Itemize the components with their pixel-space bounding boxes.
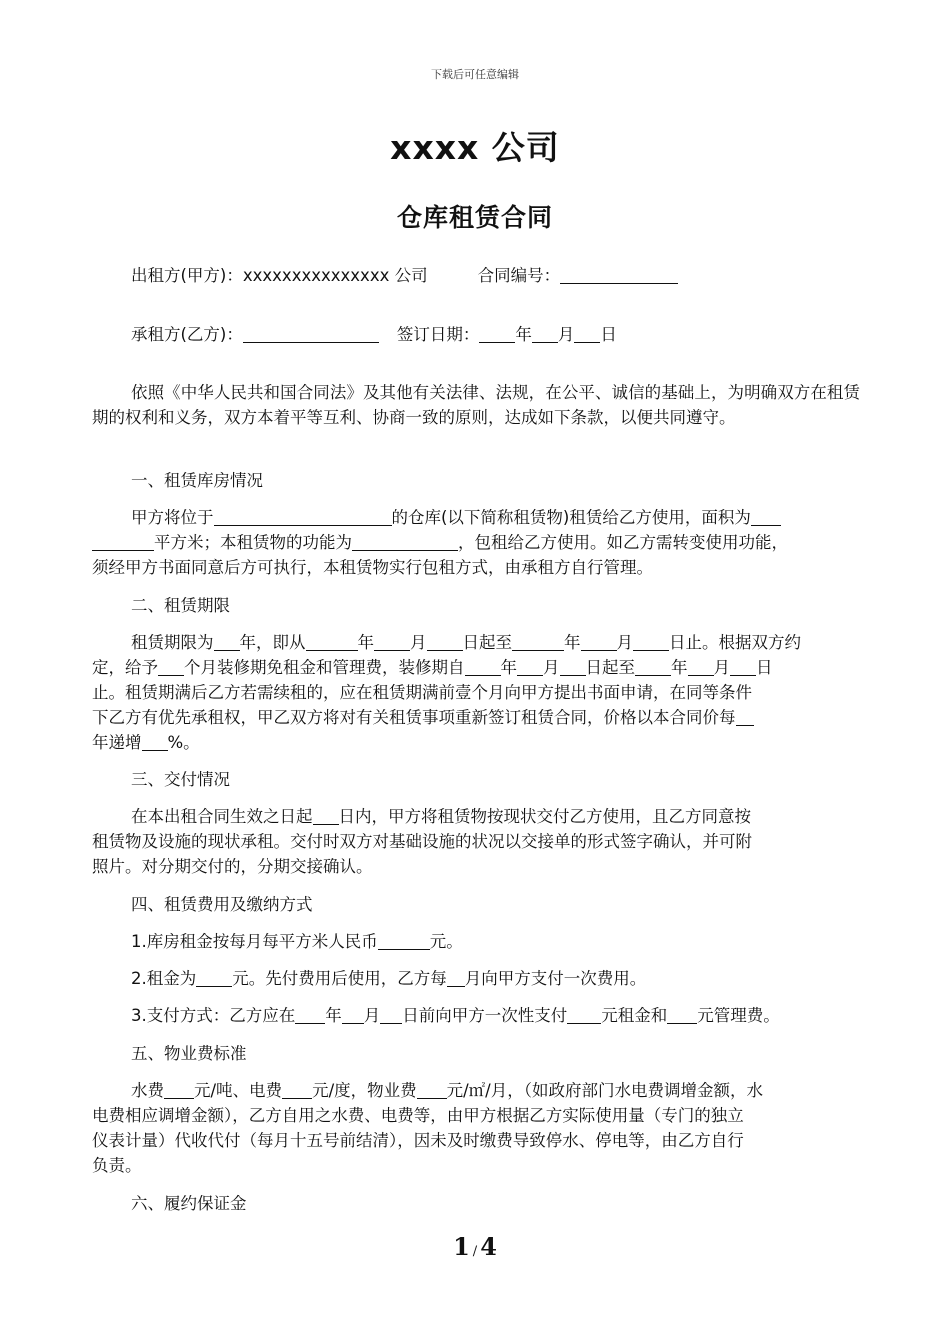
pay-month-blank (342, 1005, 364, 1024)
s2-line-5 (92, 730, 862, 755)
s5-text: 元/度，物业费 (312, 1081, 417, 1100)
s1-text: 甲方将位于 (131, 508, 214, 527)
payment-interval-blank (447, 968, 465, 987)
s5-line-2: 电费相应调增金额），乙方自用之水费、电费等，由甲方根据乙方实际使用量（专门的独立 (92, 1106, 744, 1125)
month-label: 月 (557, 325, 575, 344)
section-1-heading: 一、租赁库房情况 (131, 471, 263, 490)
delivery-days-blank (313, 806, 339, 825)
company-title: xxxx 公司 (390, 128, 560, 167)
s2-text: 租赁期限为 (131, 633, 214, 652)
mgmt-fee-blank (667, 1005, 697, 1024)
contract-no-label: 合同编号： (477, 266, 561, 285)
electric-fee-blank (282, 1080, 312, 1099)
reno-end-day-blank (730, 657, 756, 676)
s2-text: 月 (543, 658, 560, 677)
s2-line-2 (92, 655, 862, 680)
party-b-blank (243, 324, 379, 343)
sign-date-label: 签订日期： (396, 325, 480, 344)
rent-total-blank (567, 1005, 601, 1024)
reno-start-year-blank (465, 657, 501, 676)
s3-line-2: 租赁物及设施的现状承租。交付时双方对基础设施的状况以交接单的形式签字确认，并可附 (92, 832, 752, 851)
section-3-heading: 三、交付情况 (131, 770, 230, 789)
s5-line-3: 仪表计量）代收代付（每月十五号前结清），因未及时缴费导致停水、停电等，由乙方自行 (92, 1131, 744, 1150)
s2-text: 定，给予 (92, 658, 158, 677)
rent-per-sqm-blank (378, 931, 430, 950)
term-blank (214, 632, 240, 651)
page-number (0, 1232, 950, 1261)
property-fee-blank (417, 1080, 447, 1099)
s4-item-1 (131, 929, 862, 954)
s4-text: 3.支付方式：乙方应在 (131, 1006, 296, 1025)
s1-text: 的仓库(以下简称租赁物)租赁给乙方使用，面积为 (391, 508, 751, 527)
intro-paragraph: 依照《中华人民共和国合同法》及其他有关法律、法规，在公平、诚信的基础上，为明确双方在租赁期的权利和义务，双方本着平等互利、协商一致的原则，达成如下条款，以便共同遵守。 (92, 383, 860, 427)
page-current: 1 (453, 1232, 470, 1261)
location-blank (214, 507, 392, 526)
s2-text: 月 (713, 658, 730, 677)
pay-day-blank (380, 1005, 402, 1024)
section-5-heading: 五、物业费标准 (131, 1044, 247, 1063)
contract-title: 仓库租赁合同 (396, 203, 553, 232)
s4-text: 元。先付费用后使用，乙方每 (232, 969, 447, 988)
s4-text: 月 (363, 1006, 381, 1025)
s2-text: 年 (500, 658, 517, 677)
s4-text: 2.租金为 (131, 969, 197, 988)
s2-line-3: 止。租赁期满后乙方若需续租的，应在租赁期满前壹个月向甲方提出书面申请，在同等条件 (92, 683, 752, 702)
s3-line-3: 照片。对分期交付的，分期交接确认。 (92, 857, 373, 876)
s2-text: 年递增 (92, 733, 142, 752)
s4-text: 元。 (429, 932, 463, 951)
s2-text: 下乙方有优先承租权，甲乙双方将对有关租赁事项重新签订租赁合同，价格以本合同价每 (92, 708, 736, 727)
sign-day-blank (574, 324, 600, 343)
sign-month-blank (532, 324, 558, 343)
section-2-heading: 二、租赁期限 (131, 596, 230, 615)
s1-line-2 (92, 530, 862, 555)
party-b-label: 承租方(乙方)： (131, 325, 243, 344)
s4-text: 元租金和 (601, 1006, 668, 1025)
reno-end-month-blank (688, 657, 714, 676)
s1-text: 平方米；本租赁物的功能为 (154, 533, 352, 552)
s4-text: 1.库房租金按每月每平方米人民币 (131, 932, 378, 951)
start-month-blank (374, 632, 410, 651)
party-b-line (131, 322, 862, 347)
end-month-blank (581, 632, 617, 651)
party-a-label: 出租方(甲方)： (131, 266, 243, 285)
s2-text: 年 (671, 658, 688, 677)
water-fee-blank (164, 1080, 194, 1099)
section-4-heading: 四、租赁费用及缴纳方式 (131, 895, 313, 914)
s3-line-1 (131, 804, 862, 829)
s2-text: 月 (616, 633, 633, 652)
page-separator: / (472, 1244, 478, 1259)
page-total: 4 (480, 1232, 497, 1261)
sign-year-blank (479, 324, 515, 343)
s3-text: 日内，甲方将租赁物按现状交付乙方使用，且乙方同意按 (338, 807, 751, 826)
party-a-line (131, 263, 862, 288)
s2-text: 个月装修期免租金和管理费，装修期自 (184, 658, 465, 677)
section-6-heading: 六、履约保证金 (131, 1194, 247, 1213)
s5-line-1 (131, 1078, 862, 1103)
s4-text: 元管理费。 (697, 1006, 780, 1025)
s4-item-2 (131, 966, 862, 991)
reno-start-day-blank (560, 657, 586, 676)
s2-text: 日起至 (585, 658, 635, 677)
s3-text: 在本出租合同生效之日起 (131, 807, 313, 826)
s4-text: 日前向甲方一次性支付 (402, 1006, 568, 1025)
s2-line-1 (131, 630, 862, 655)
start-year-blank (306, 632, 358, 651)
renovation-months-blank (158, 657, 184, 676)
s2-text: %。 (167, 733, 200, 752)
contract-no-blank (560, 265, 678, 284)
s2-line-4 (92, 705, 862, 730)
s2-text: 日止。根据双方约 (669, 633, 801, 652)
s4-text: 月向甲方支付一次费用。 (464, 969, 647, 988)
s2-text: 月 (410, 633, 427, 652)
reno-end-year-blank (635, 657, 671, 676)
s5-text: 水费 (131, 1081, 164, 1100)
increase-percent-blank (142, 732, 168, 751)
s2-text: 日 (756, 658, 773, 677)
end-day-blank (633, 632, 669, 651)
party-a-name: xxxxxxxxxxxxxxx 公司 (242, 266, 428, 285)
start-day-blank (427, 632, 463, 651)
s5-text: 元/吨、电费 (194, 1081, 283, 1100)
header-note: 下载后可任意编辑 (431, 68, 519, 81)
rent-amount-blank (196, 968, 232, 987)
area-blank-b (92, 532, 154, 551)
reno-start-month-blank (517, 657, 543, 676)
s2-text: 年 (357, 633, 374, 652)
s2-text: 年，即从 (239, 633, 306, 652)
function-blank (352, 532, 458, 551)
increase-years-blank (736, 707, 754, 726)
s5-text: 元/㎡/月，（如政府部门水电费调增金额，水 (446, 1081, 763, 1100)
s1-text: ，包租给乙方使用。如乙方需转变使用功能， (458, 533, 788, 552)
day-label: 日 (600, 325, 617, 344)
pay-year-blank (295, 1005, 325, 1024)
s1-line-3: 须经甲方书面同意后方可执行，本租赁物实行包租方式，由承租方自行管理。 (92, 558, 653, 577)
s5-line-4: 负责。 (92, 1156, 142, 1175)
year-label: 年 (515, 325, 532, 344)
s4-text: 年 (325, 1006, 342, 1025)
s2-text: 年 (564, 633, 581, 652)
s2-text: 日起至 (462, 633, 512, 652)
area-blank-a (751, 507, 781, 526)
end-year-blank (512, 632, 564, 651)
s4-item-3 (131, 1003, 862, 1028)
s1-line-1 (131, 505, 862, 530)
